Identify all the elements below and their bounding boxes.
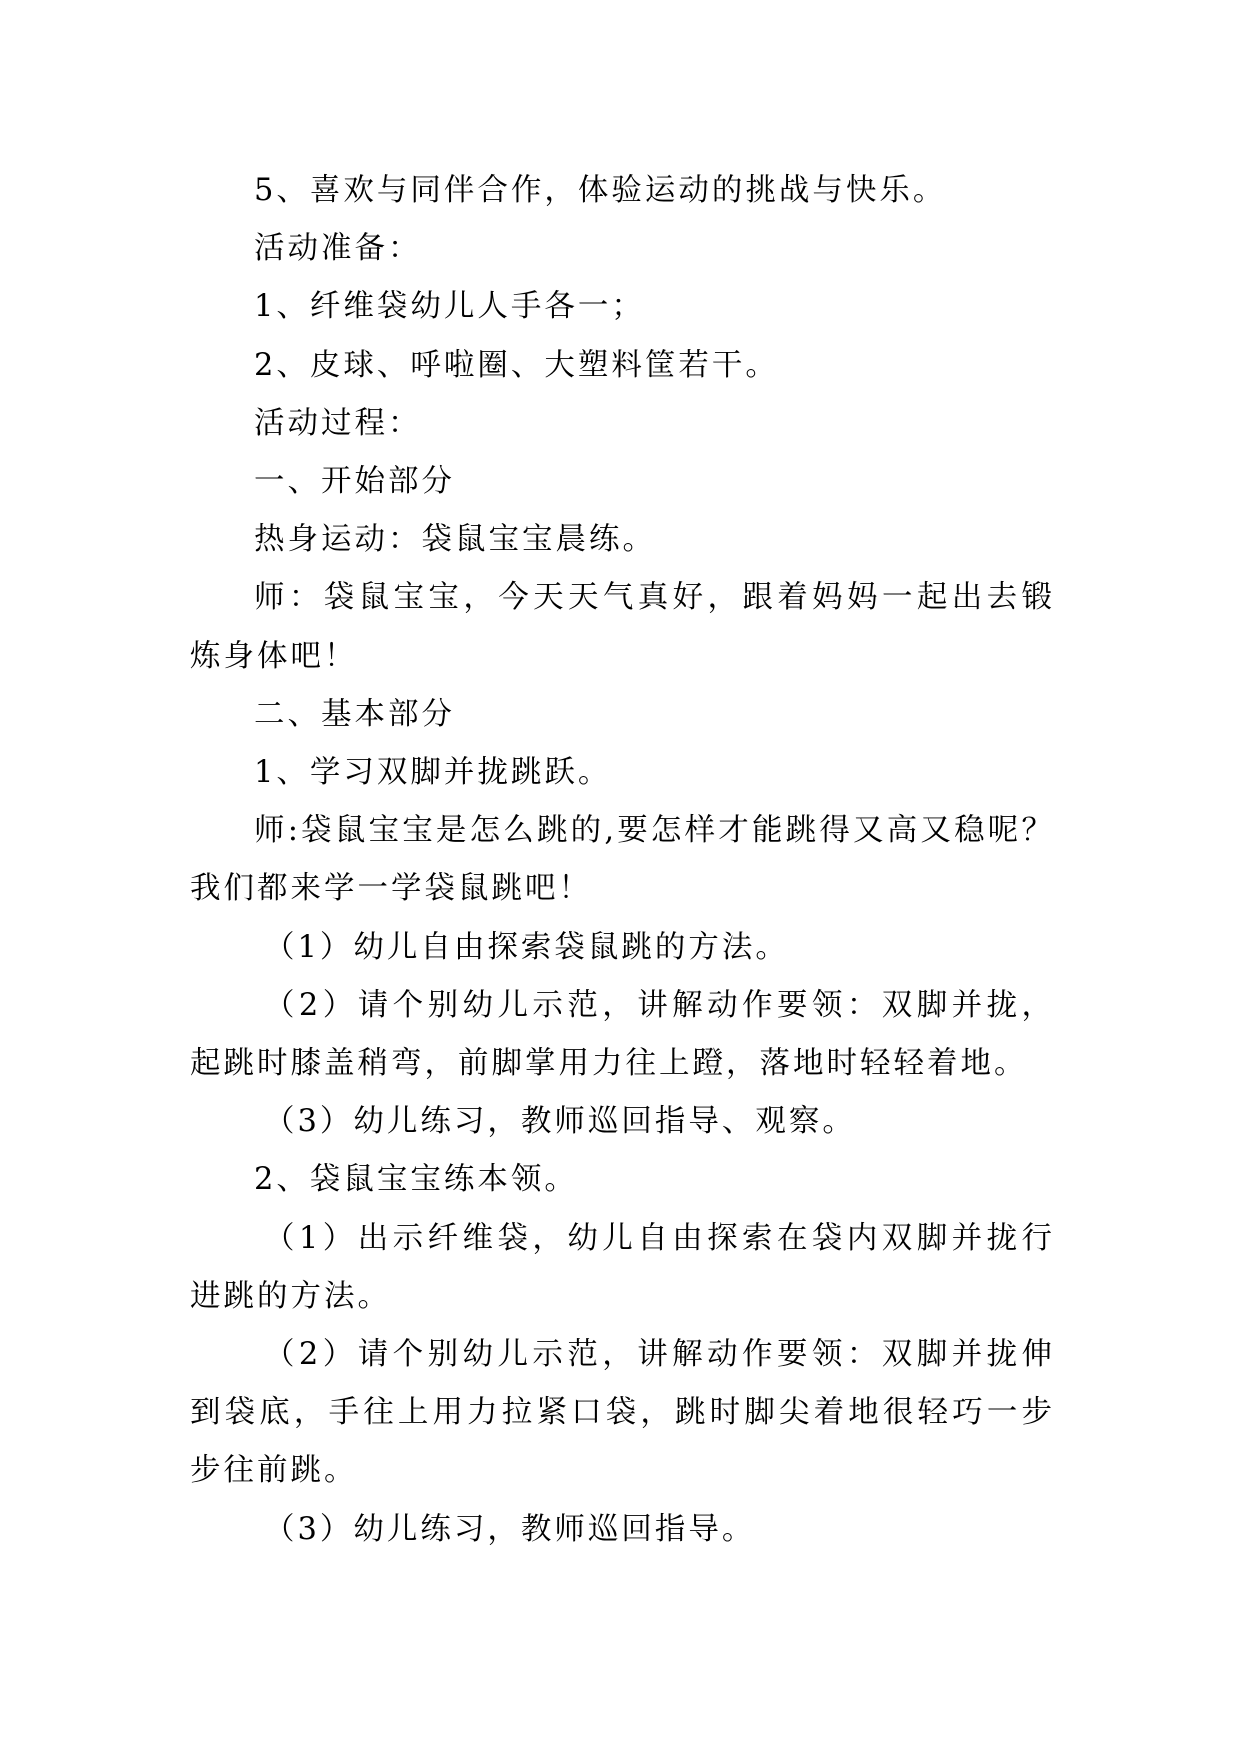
paragraph-step-1: 1、学习双脚并拢跳跃。 [254,755,612,791]
paragraph-step-1-1: （1）幼儿自由探索袋鼠跳的方法。 [264,929,789,965]
paragraph-warmup: 热身运动：袋鼠宝宝晨练。 [254,522,656,558]
heading-part-two: 二、基本部分 [254,696,455,732]
paragraph-goal-5: 5、喜欢与同伴合作，体验运动的挑战与快乐。 [254,173,947,208]
document-body [190,162,1055,1559]
paragraph-step-2-2: （2）请个别幼儿示范，讲解动作要领：双脚并拢伸到袋底，手往上用力拉紧口袋，跳时脚尖着地很轻巧一步步往前跳。 [190,1337,1055,1489]
paragraph-step-2-1: （1）出示纤维袋，幼儿自由探索在袋内双脚并拢行进跳的方法。 [190,1220,1055,1314]
paragraph-step-1-2: （2）请个别幼儿示范，讲解动作要领：双脚并拢，起跳时膝盖稍弯，前脚掌用力往上蹬，落地时轻轻着地。 [190,987,1055,1082]
paragraph-prep-1: 1、纤维袋幼儿人手各一； [254,289,645,325]
paragraph-step-2-3: （3）幼儿练习，教师巡回指导。 [264,1511,756,1547]
paragraph-teacher-2: 师:袋鼠宝宝是怎么跳的,要怎样才能跳得又高又稳呢？我们都来学一学袋鼠跳吧！ [190,813,1055,907]
paragraph-step-2: 2、袋鼠宝宝练本领。 [254,1162,578,1198]
heading-part-one: 一、开始部分 [254,464,455,500]
heading-process: 活动过程： [254,405,422,441]
heading-preparation: 活动准备： [254,231,422,267]
paragraph-teacher-1: 师：袋鼠宝宝，今天天气真好，跟着妈妈一起出去锻炼身体吧！ [190,580,1055,674]
paragraph-step-1-3: （3）幼儿练习，教师巡回指导、观察。 [264,1104,856,1140]
paragraph-prep-2: 2、皮球、呼啦圈、大塑料筐若干。 [254,347,779,383]
